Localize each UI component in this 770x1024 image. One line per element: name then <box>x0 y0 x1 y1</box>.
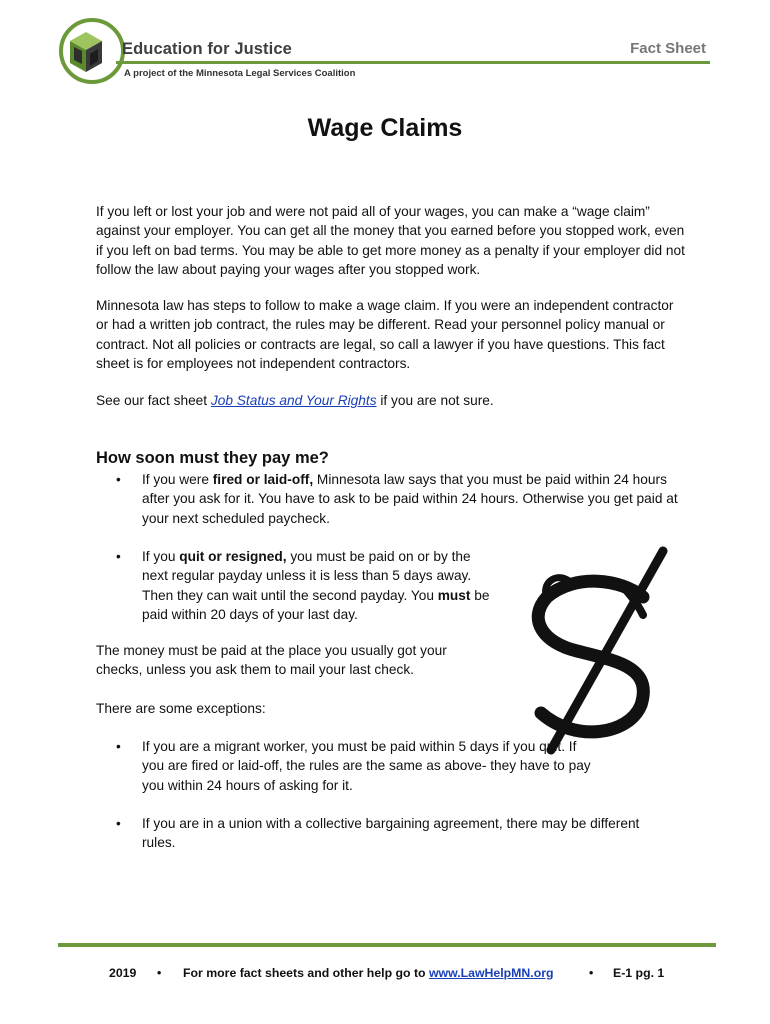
bullet-quit <box>142 547 497 624</box>
intro-paragraph-1 <box>96 202 686 279</box>
b1-bold: fired or laid-off, <box>212 472 314 487</box>
not-sure-text: if you are not sure. <box>376 393 494 408</box>
bullet-union <box>142 814 667 853</box>
page-header <box>0 0 770 95</box>
footer-help-text <box>183 966 554 980</box>
money-para-text: The money must be paid at the place you usually got your checks, unless you ask them to mail your last check. <box>96 643 447 678</box>
money-paragraph <box>96 641 461 680</box>
b4-text: If you are in a union with a collective bargaining agreement, there may be different rules. <box>142 816 640 851</box>
bullet-icon: • <box>116 739 121 754</box>
b1-post: Minnesota law says that you must be paid within 24 hours after you ask for it. You have to ask to be paid within 24 hours. Otherwise you get paid at your next scheduled paycheck. <box>142 472 678 526</box>
b2-bold: quit or resigned, <box>179 549 287 564</box>
org-subtitle: A project of the Minnesota Legal Services Coalition <box>124 68 356 79</box>
footer-bullet-icon: • <box>157 966 162 980</box>
footer-year: 2019 <box>109 966 137 980</box>
page-title: Wage Claims <box>307 114 463 142</box>
intro-paragraph-3 <box>96 391 686 410</box>
b1-pre: If you were <box>142 472 213 487</box>
b2-bold2: must <box>437 587 471 603</box>
see-fact-sheet-text: See our fact sheet <box>96 393 211 408</box>
bullet-icon: • <box>116 816 121 831</box>
bullet-fired <box>142 470 682 528</box>
intro-paragraph-2 <box>96 296 686 373</box>
lawhelpmn-link[interactable]: www.LawHelpMN.org <box>428 966 554 980</box>
org-name: Education for Justice <box>122 40 292 58</box>
job-status-link[interactable]: Job Status and Your Rights <box>210 393 377 408</box>
bullet-icon: • <box>116 549 121 564</box>
exceptions-text: There are some exceptions: <box>96 701 266 716</box>
intro-p1-text: If you left or lost your job and were not paid all of your wages, you can make a “wage claim” against your employer. You can get all the money that you earned before you stopped work, even if you left on bad terms. You may be able to get more money as a penalty if your employer did not follow the law about paying your wages after you stopped work. <box>96 204 685 277</box>
b2-post2: be paid within 20 days of your last day. <box>142 587 490 622</box>
section-heading: How soon must they pay me? <box>96 449 329 467</box>
doc-type-label: Fact Sheet <box>630 40 706 57</box>
bullet-icon: • <box>116 472 121 487</box>
b2-post1: you must be paid on or by the next regular payday unless it is less than 5 days away. Then they can wait until the second payday. You <box>142 549 472 603</box>
education-for-justice-logo-icon <box>56 14 128 88</box>
footer-bullet-icon: • <box>589 966 594 980</box>
b3-text: If you are a migrant worker, you must be paid within 5 days if you quit. If you are fired or laid-off, the rules are the same as above- they have to pay you within 24 hours of asking for it. <box>142 739 591 793</box>
footer-text: For more fact sheets and other help go to <box>183 966 429 980</box>
dollar-sign-icon <box>525 545 690 760</box>
page-number: E-1 pg. 1 <box>613 966 665 980</box>
header-divider <box>116 61 710 64</box>
footer-divider <box>58 943 716 947</box>
b2-pre: If you <box>142 549 180 564</box>
intro-p2-text: Minnesota law has steps to follow to make a wage claim. If you were an independent contractor or had a written job contract, the rules may be different. Read your personnel policy manual or contract. Not all policies or contracts are legal, so call a lawyer if you have questions. This fact sheet is for employees not independent contractors. <box>96 298 674 371</box>
